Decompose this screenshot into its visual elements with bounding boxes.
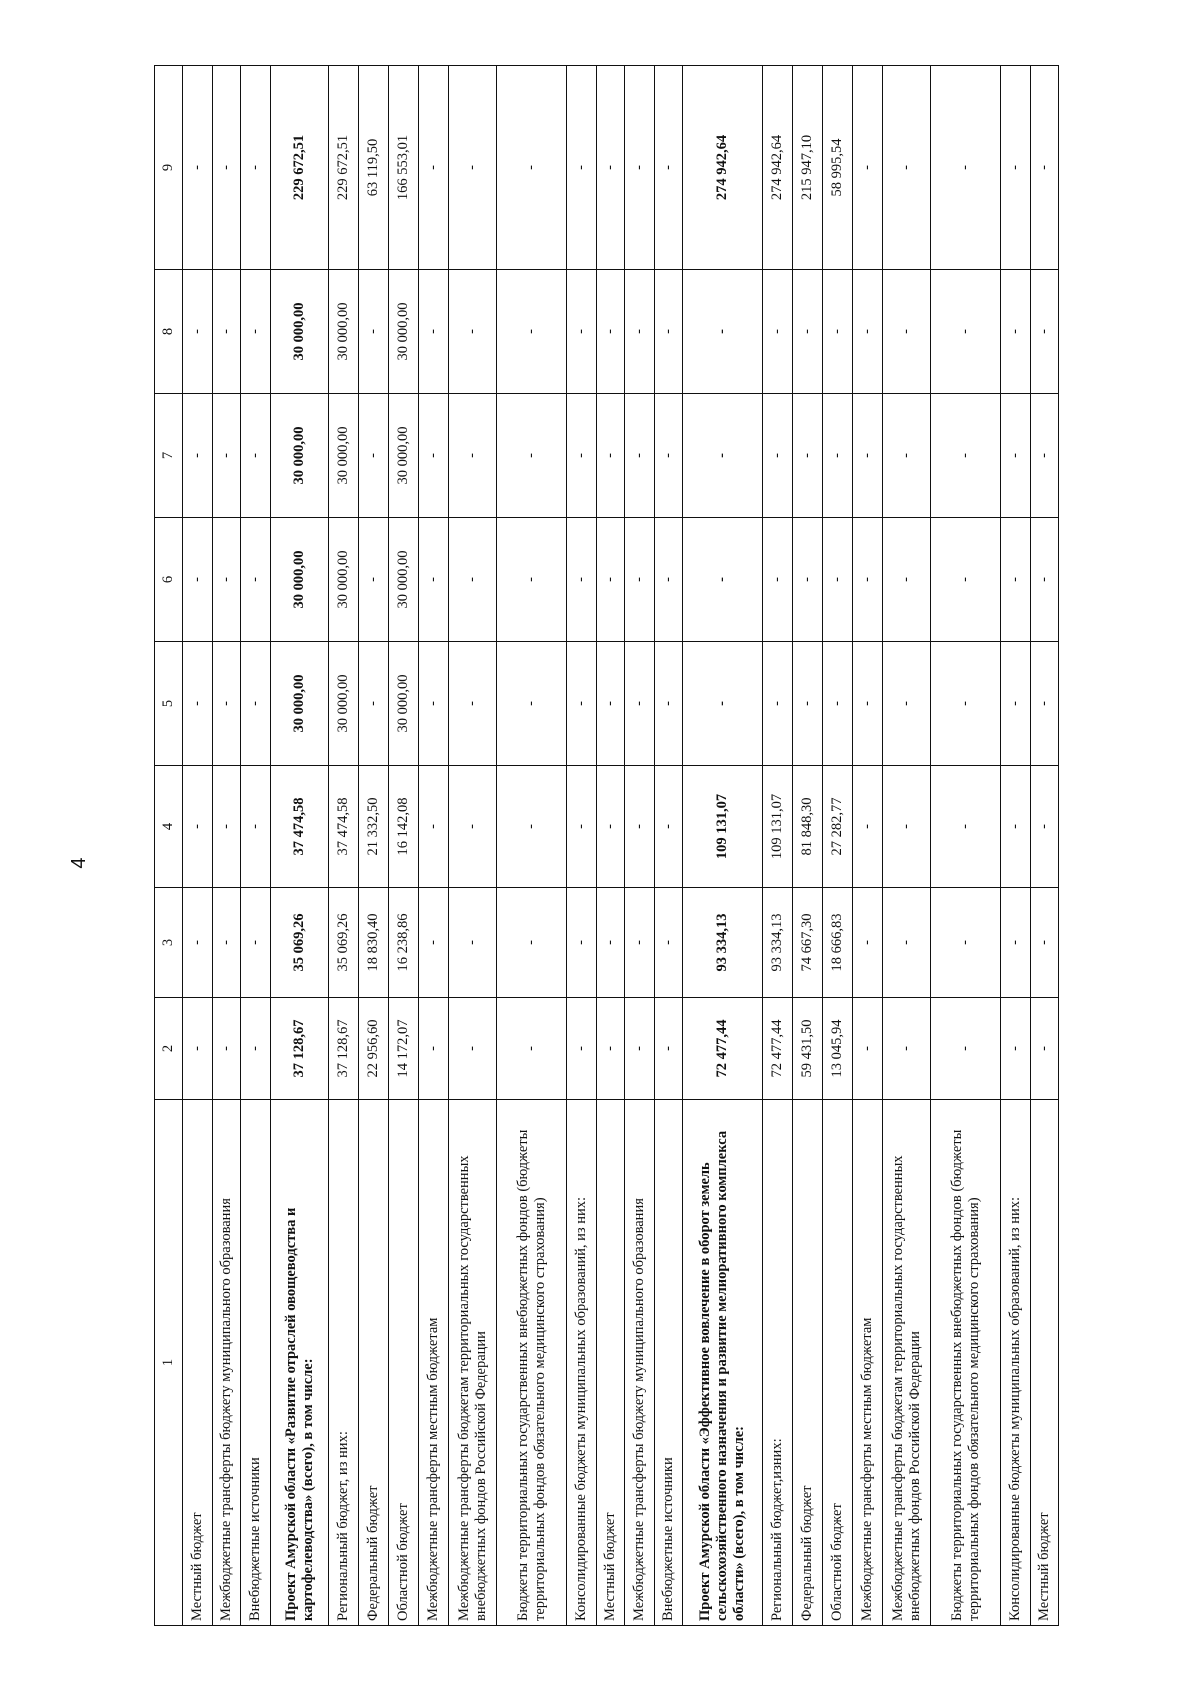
row-value: - bbox=[419, 888, 449, 998]
row-label: Внебюджетные источники bbox=[655, 1100, 683, 1626]
row-value: - bbox=[625, 766, 655, 888]
row-value: - bbox=[597, 518, 625, 642]
row-value: 16 238,86 bbox=[389, 888, 419, 998]
row-value: - bbox=[1001, 998, 1031, 1100]
row-value: - bbox=[683, 518, 763, 642]
row-value: - bbox=[683, 642, 763, 766]
row-value: - bbox=[449, 642, 497, 766]
row-value: - bbox=[883, 766, 931, 888]
row-value: 30 000,00 bbox=[271, 518, 329, 642]
column-header: 9 bbox=[155, 66, 183, 270]
column-header: 7 bbox=[155, 394, 183, 518]
row-value: - bbox=[597, 394, 625, 518]
row-value: - bbox=[213, 66, 241, 270]
row-value: - bbox=[183, 66, 213, 270]
row-value: - bbox=[419, 766, 449, 888]
row-label: Местный бюджет bbox=[183, 1100, 213, 1626]
row-label: Межбюджетные трансферты бюджетам территориальных государственных внебюджетных фондов Российской Федерации bbox=[449, 1100, 497, 1626]
row-value: - bbox=[449, 998, 497, 1100]
row-value: - bbox=[567, 766, 597, 888]
row-value: - bbox=[883, 518, 931, 642]
row-value: - bbox=[567, 270, 597, 394]
row-value: - bbox=[597, 270, 625, 394]
row-value: - bbox=[497, 394, 567, 518]
row-value: - bbox=[213, 642, 241, 766]
row-value: - bbox=[793, 270, 823, 394]
row-value: - bbox=[655, 66, 683, 270]
row-value: - bbox=[931, 518, 1001, 642]
row-value: - bbox=[183, 642, 213, 766]
column-header: 4 bbox=[155, 766, 183, 888]
table-row bbox=[883, 66, 931, 1626]
row-label: Бюджеты территориальных государственных внебюджетных фондов (бюджеты территориальных фондов обязательного медицинского страхования) bbox=[931, 1100, 1001, 1626]
row-value: - bbox=[567, 66, 597, 270]
row-value: - bbox=[1001, 394, 1031, 518]
column-header: 2 bbox=[155, 998, 183, 1100]
row-value: 22 956,60 bbox=[359, 998, 389, 1100]
row-value: - bbox=[241, 66, 271, 270]
row-value: - bbox=[625, 394, 655, 518]
row-value: - bbox=[597, 888, 625, 998]
row-value: - bbox=[183, 766, 213, 888]
row-value: - bbox=[241, 518, 271, 642]
row-value: - bbox=[1031, 998, 1059, 1100]
budget-table bbox=[154, 65, 1059, 1626]
row-value: - bbox=[931, 642, 1001, 766]
row-value: - bbox=[241, 998, 271, 1100]
row-value: 59 431,50 bbox=[793, 998, 823, 1100]
table-row bbox=[655, 66, 683, 1626]
row-value: - bbox=[931, 394, 1001, 518]
row-value: 30 000,00 bbox=[389, 270, 419, 394]
table-row bbox=[1001, 66, 1031, 1626]
row-value: 30 000,00 bbox=[271, 394, 329, 518]
row-value: 215 947,10 bbox=[793, 66, 823, 270]
table-row bbox=[241, 66, 271, 1626]
table-row bbox=[359, 66, 389, 1626]
row-label: Межбюджетные трансферты местным бюджетам bbox=[853, 1100, 883, 1626]
row-value: - bbox=[497, 766, 567, 888]
row-value: - bbox=[1001, 766, 1031, 888]
table-row bbox=[183, 66, 213, 1626]
row-value: - bbox=[655, 998, 683, 1100]
row-value: 37 474,58 bbox=[271, 766, 329, 888]
row-label: Проект Амурской области «Эффективное вовлечение в оборот земель сельскохозяйственного назначения и развитие мелиоративного комплекса области» (всего), в том числе: bbox=[683, 1100, 763, 1626]
row-value: - bbox=[213, 888, 241, 998]
row-label: Областной бюджет bbox=[389, 1100, 419, 1626]
row-value: - bbox=[1031, 66, 1059, 270]
row-value: 274 942,64 bbox=[763, 66, 793, 270]
row-value: 72 477,44 bbox=[683, 998, 763, 1100]
table-row bbox=[763, 66, 793, 1626]
row-value: - bbox=[359, 394, 389, 518]
row-value: - bbox=[883, 394, 931, 518]
row-value: - bbox=[183, 394, 213, 518]
row-value: - bbox=[1001, 642, 1031, 766]
row-value: - bbox=[853, 270, 883, 394]
row-value: - bbox=[793, 642, 823, 766]
row-value: 37 474,58 bbox=[329, 766, 359, 888]
row-value: - bbox=[883, 998, 931, 1100]
row-value: - bbox=[853, 642, 883, 766]
row-value: 37 128,67 bbox=[271, 998, 329, 1100]
row-value: - bbox=[241, 394, 271, 518]
row-value: - bbox=[931, 998, 1001, 1100]
row-value: 72 477,44 bbox=[763, 998, 793, 1100]
row-value: - bbox=[853, 518, 883, 642]
table-row bbox=[853, 66, 883, 1626]
row-value: - bbox=[763, 270, 793, 394]
row-value: - bbox=[853, 766, 883, 888]
row-value: - bbox=[625, 270, 655, 394]
row-value: - bbox=[931, 888, 1001, 998]
row-value: - bbox=[567, 642, 597, 766]
row-value: - bbox=[883, 888, 931, 998]
row-value: - bbox=[497, 270, 567, 394]
row-value: - bbox=[497, 518, 567, 642]
rotated-table-container bbox=[154, 66, 1058, 1626]
row-value: - bbox=[931, 766, 1001, 888]
row-value: - bbox=[213, 518, 241, 642]
row-value: 18 666,83 bbox=[823, 888, 853, 998]
table-row bbox=[625, 66, 655, 1626]
column-header: 1 bbox=[155, 1100, 183, 1626]
row-value: - bbox=[763, 642, 793, 766]
column-header: 6 bbox=[155, 518, 183, 642]
row-value: - bbox=[655, 518, 683, 642]
row-value: - bbox=[419, 270, 449, 394]
row-value: - bbox=[625, 642, 655, 766]
row-value: - bbox=[449, 888, 497, 998]
row-value: - bbox=[497, 998, 567, 1100]
row-value: 13 045,94 bbox=[823, 998, 853, 1100]
row-value: 274 942,64 bbox=[683, 66, 763, 270]
row-value: - bbox=[655, 766, 683, 888]
row-label: Местный бюджет bbox=[597, 1100, 625, 1626]
row-value: - bbox=[497, 66, 567, 270]
page-number: 4 bbox=[68, 857, 90, 869]
row-value: - bbox=[655, 642, 683, 766]
table-row bbox=[497, 66, 567, 1626]
row-value: 30 000,00 bbox=[329, 518, 359, 642]
row-value: - bbox=[597, 998, 625, 1100]
row-label: Проект Амурской области «Развитие отраслей овощеводства и картофелеводства» (всего), в том числе: bbox=[271, 1100, 329, 1626]
row-value: - bbox=[883, 642, 931, 766]
table-row bbox=[1031, 66, 1059, 1626]
row-label: Межбюджетные трансферты бюджету муниципального образования bbox=[625, 1100, 655, 1626]
row-label: Региональный бюджет, из них: bbox=[329, 1100, 359, 1626]
row-value: - bbox=[1031, 270, 1059, 394]
row-value: 30 000,00 bbox=[389, 642, 419, 766]
row-value: - bbox=[1031, 766, 1059, 888]
row-value: 37 128,67 bbox=[329, 998, 359, 1100]
row-value: - bbox=[853, 394, 883, 518]
row-value: 109 131,07 bbox=[683, 766, 763, 888]
row-value: 35 069,26 bbox=[329, 888, 359, 998]
row-value: - bbox=[655, 394, 683, 518]
row-value: 21 332,50 bbox=[359, 766, 389, 888]
row-value: - bbox=[359, 270, 389, 394]
row-value: - bbox=[419, 394, 449, 518]
row-value: - bbox=[497, 642, 567, 766]
row-value: - bbox=[793, 394, 823, 518]
row-value: - bbox=[213, 270, 241, 394]
row-value: 109 131,07 bbox=[763, 766, 793, 888]
row-value: - bbox=[183, 270, 213, 394]
row-label: Межбюджетные трансферты бюджету муниципального образования bbox=[213, 1100, 241, 1626]
row-value: - bbox=[655, 270, 683, 394]
row-value: - bbox=[567, 998, 597, 1100]
row-value: - bbox=[449, 518, 497, 642]
row-value: - bbox=[449, 66, 497, 270]
row-value: - bbox=[655, 888, 683, 998]
table-row bbox=[793, 66, 823, 1626]
row-value: - bbox=[625, 888, 655, 998]
row-value: 58 995,54 bbox=[823, 66, 853, 270]
row-value: - bbox=[625, 998, 655, 1100]
row-value: - bbox=[359, 518, 389, 642]
row-value: - bbox=[625, 518, 655, 642]
row-value: - bbox=[793, 518, 823, 642]
row-value: - bbox=[883, 270, 931, 394]
row-value: - bbox=[213, 766, 241, 888]
row-value: - bbox=[823, 642, 853, 766]
row-value: - bbox=[853, 66, 883, 270]
row-label: Межбюджетные трансферты местным бюджетам bbox=[419, 1100, 449, 1626]
row-value: - bbox=[567, 394, 597, 518]
row-value: - bbox=[597, 66, 625, 270]
row-value: 81 848,30 bbox=[793, 766, 823, 888]
row-value: - bbox=[241, 888, 271, 998]
row-value: - bbox=[763, 518, 793, 642]
row-value: - bbox=[1031, 394, 1059, 518]
table-row bbox=[213, 66, 241, 1626]
table-body bbox=[183, 66, 1059, 1626]
row-value: 30 000,00 bbox=[329, 642, 359, 766]
row-value: - bbox=[1001, 888, 1031, 998]
row-value: - bbox=[497, 888, 567, 998]
row-value: - bbox=[419, 998, 449, 1100]
row-label: Консолидированные бюджеты муниципальных образований, из них: bbox=[567, 1100, 597, 1626]
row-value: - bbox=[567, 888, 597, 998]
row-value: - bbox=[883, 66, 931, 270]
row-value: 30 000,00 bbox=[271, 642, 329, 766]
row-label: Бюджеты территориальных государственных внебюджетных фондов (бюджеты территориальных фондов обязательного медицинского страхования) bbox=[497, 1100, 567, 1626]
column-header: 8 bbox=[155, 270, 183, 394]
row-value: - bbox=[213, 998, 241, 1100]
row-value: - bbox=[419, 66, 449, 270]
row-value: 166 553,01 bbox=[389, 66, 419, 270]
row-value: - bbox=[241, 642, 271, 766]
row-value: - bbox=[241, 766, 271, 888]
row-label: Региональный бюджет,изних: bbox=[763, 1100, 793, 1626]
row-value: - bbox=[931, 270, 1001, 394]
row-label: Федеральный бюджет bbox=[793, 1100, 823, 1626]
row-value: - bbox=[1001, 66, 1031, 270]
row-value: - bbox=[683, 394, 763, 518]
row-value: 16 142,08 bbox=[389, 766, 419, 888]
column-header: 3 bbox=[155, 888, 183, 998]
row-value: 14 172,07 bbox=[389, 998, 419, 1100]
row-label: Областной бюджет bbox=[823, 1100, 853, 1626]
row-value: - bbox=[1031, 888, 1059, 998]
table-row bbox=[389, 66, 419, 1626]
row-value: - bbox=[931, 66, 1001, 270]
table-row bbox=[823, 66, 853, 1626]
row-value: 30 000,00 bbox=[271, 270, 329, 394]
row-label: Межбюджетные трансферты бюджетам территориальных государственных внебюджетных фондов Российской Федерации bbox=[883, 1100, 931, 1626]
row-value: - bbox=[823, 518, 853, 642]
row-value: - bbox=[419, 642, 449, 766]
row-value: 18 830,40 bbox=[359, 888, 389, 998]
row-value: - bbox=[359, 642, 389, 766]
table-row bbox=[683, 66, 763, 1626]
row-value: - bbox=[449, 766, 497, 888]
row-value: 30 000,00 bbox=[389, 518, 419, 642]
row-value: - bbox=[853, 888, 883, 998]
row-value: 93 334,13 bbox=[763, 888, 793, 998]
row-value: - bbox=[823, 270, 853, 394]
table-row bbox=[931, 66, 1001, 1626]
table-row bbox=[567, 66, 597, 1626]
row-value: - bbox=[853, 998, 883, 1100]
row-value: - bbox=[449, 394, 497, 518]
row-value: - bbox=[1031, 518, 1059, 642]
row-label: Внебюджетные источники bbox=[241, 1100, 271, 1626]
row-value: - bbox=[763, 394, 793, 518]
row-label: Консолидированные бюджеты муниципальных образований, из них: bbox=[1001, 1100, 1031, 1626]
table-row bbox=[449, 66, 497, 1626]
row-value: - bbox=[183, 518, 213, 642]
row-label: Федеральный бюджет bbox=[359, 1100, 389, 1626]
row-value: - bbox=[213, 394, 241, 518]
row-value: - bbox=[183, 888, 213, 998]
row-value: - bbox=[683, 270, 763, 394]
row-value: 30 000,00 bbox=[329, 270, 359, 394]
row-value: - bbox=[625, 66, 655, 270]
row-value: 35 069,26 bbox=[271, 888, 329, 998]
row-value: - bbox=[823, 394, 853, 518]
row-value: - bbox=[1001, 270, 1031, 394]
row-value: 229 672,51 bbox=[329, 66, 359, 270]
row-value: - bbox=[241, 270, 271, 394]
header-row bbox=[155, 66, 183, 1626]
row-value: - bbox=[183, 998, 213, 1100]
table-row bbox=[271, 66, 329, 1626]
table-row bbox=[597, 66, 625, 1626]
column-header: 5 bbox=[155, 642, 183, 766]
row-value: 30 000,00 bbox=[389, 394, 419, 518]
table-row bbox=[419, 66, 449, 1626]
row-value: - bbox=[419, 518, 449, 642]
row-value: - bbox=[449, 270, 497, 394]
row-label: Местный бюджет bbox=[1031, 1100, 1059, 1626]
row-value: 93 334,13 bbox=[683, 888, 763, 998]
row-value: 229 672,51 bbox=[271, 66, 329, 270]
row-value: 63 119,50 bbox=[359, 66, 389, 270]
row-value: - bbox=[597, 642, 625, 766]
row-value: - bbox=[1001, 518, 1031, 642]
table-row bbox=[329, 66, 359, 1626]
row-value: - bbox=[1031, 642, 1059, 766]
row-value: - bbox=[567, 518, 597, 642]
row-value: 74 667,30 bbox=[793, 888, 823, 998]
row-value: 30 000,00 bbox=[329, 394, 359, 518]
row-value: 27 282,77 bbox=[823, 766, 853, 888]
row-value: - bbox=[597, 766, 625, 888]
